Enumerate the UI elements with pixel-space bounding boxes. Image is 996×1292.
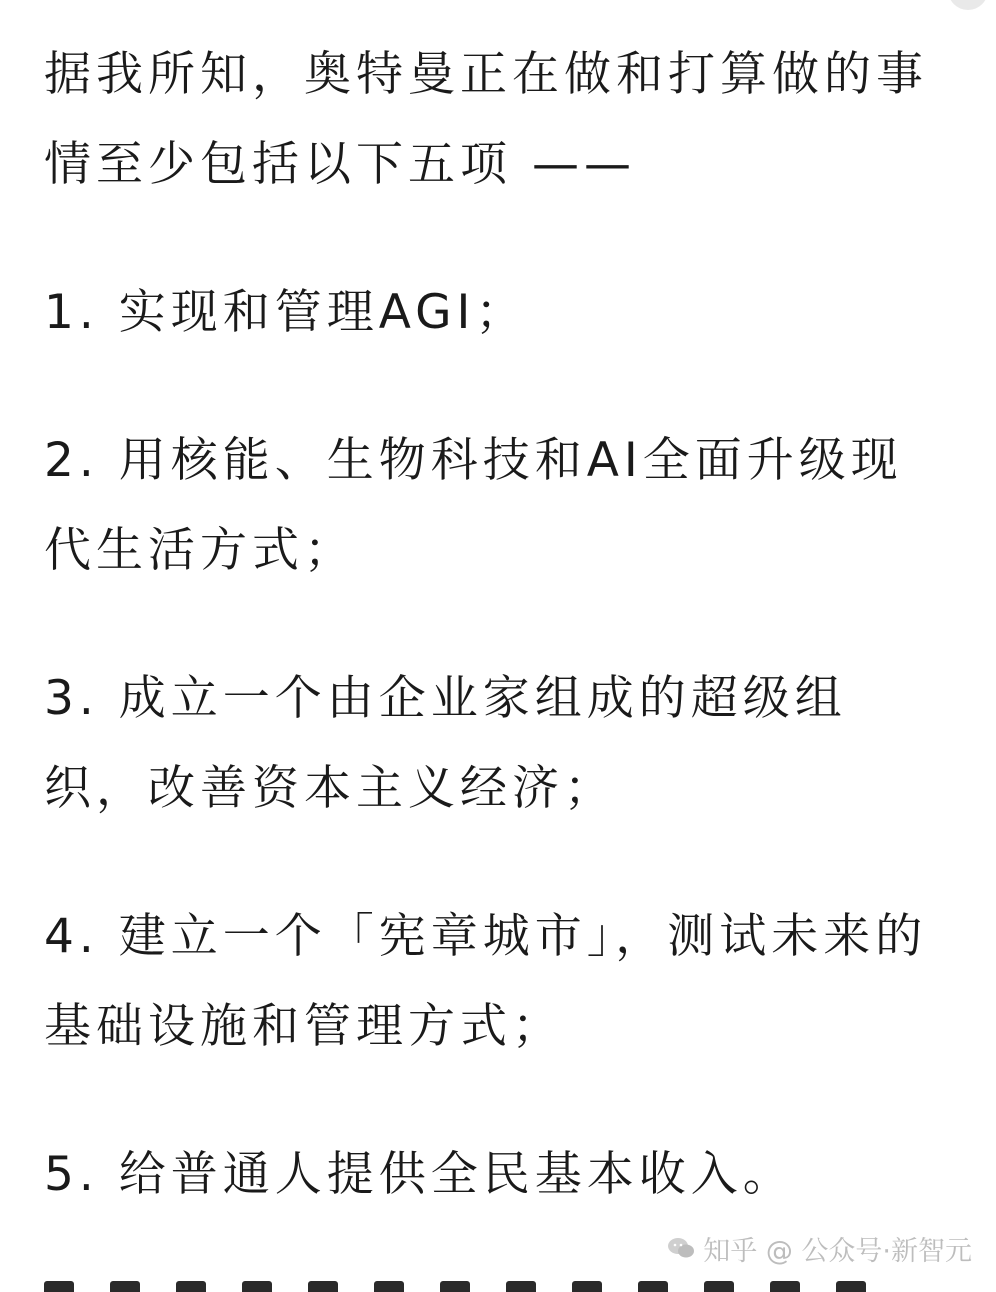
list-item-2: 2. 用核能、生物科技和AI全面升级现代生活方式； bbox=[44, 433, 903, 578]
list-item-1: 1. 实现和管理AGI； bbox=[44, 285, 528, 340]
watermark-text: 知乎 @ 公众号·新智元 bbox=[703, 1235, 972, 1267]
list-item-5: 5. 给普通人提供全民基本收入。 bbox=[44, 1147, 795, 1202]
wechat-icon bbox=[667, 1237, 695, 1259]
paragraph-gap bbox=[44, 210, 944, 268]
list-item-3: 3. 成立一个由企业家组成的超级组织，改善资本主义经济； bbox=[44, 671, 847, 816]
next-line-cutoff bbox=[44, 1280, 944, 1292]
paragraph-gap bbox=[44, 1072, 944, 1130]
list-item-4: 4. 建立一个「宪章城市」，测试未来的基础设施和管理方式； bbox=[44, 909, 928, 1054]
article-body bbox=[44, 30, 944, 1220]
watermark bbox=[667, 1226, 972, 1270]
scroll-indicator bbox=[948, 0, 988, 10]
paragraph-gap bbox=[44, 834, 944, 892]
intro-paragraph: 据我所知，奥特曼正在做和打算做的事情至少包括以下五项 —— bbox=[44, 47, 928, 192]
paragraph-gap bbox=[44, 358, 944, 416]
paragraph-gap bbox=[44, 596, 944, 654]
